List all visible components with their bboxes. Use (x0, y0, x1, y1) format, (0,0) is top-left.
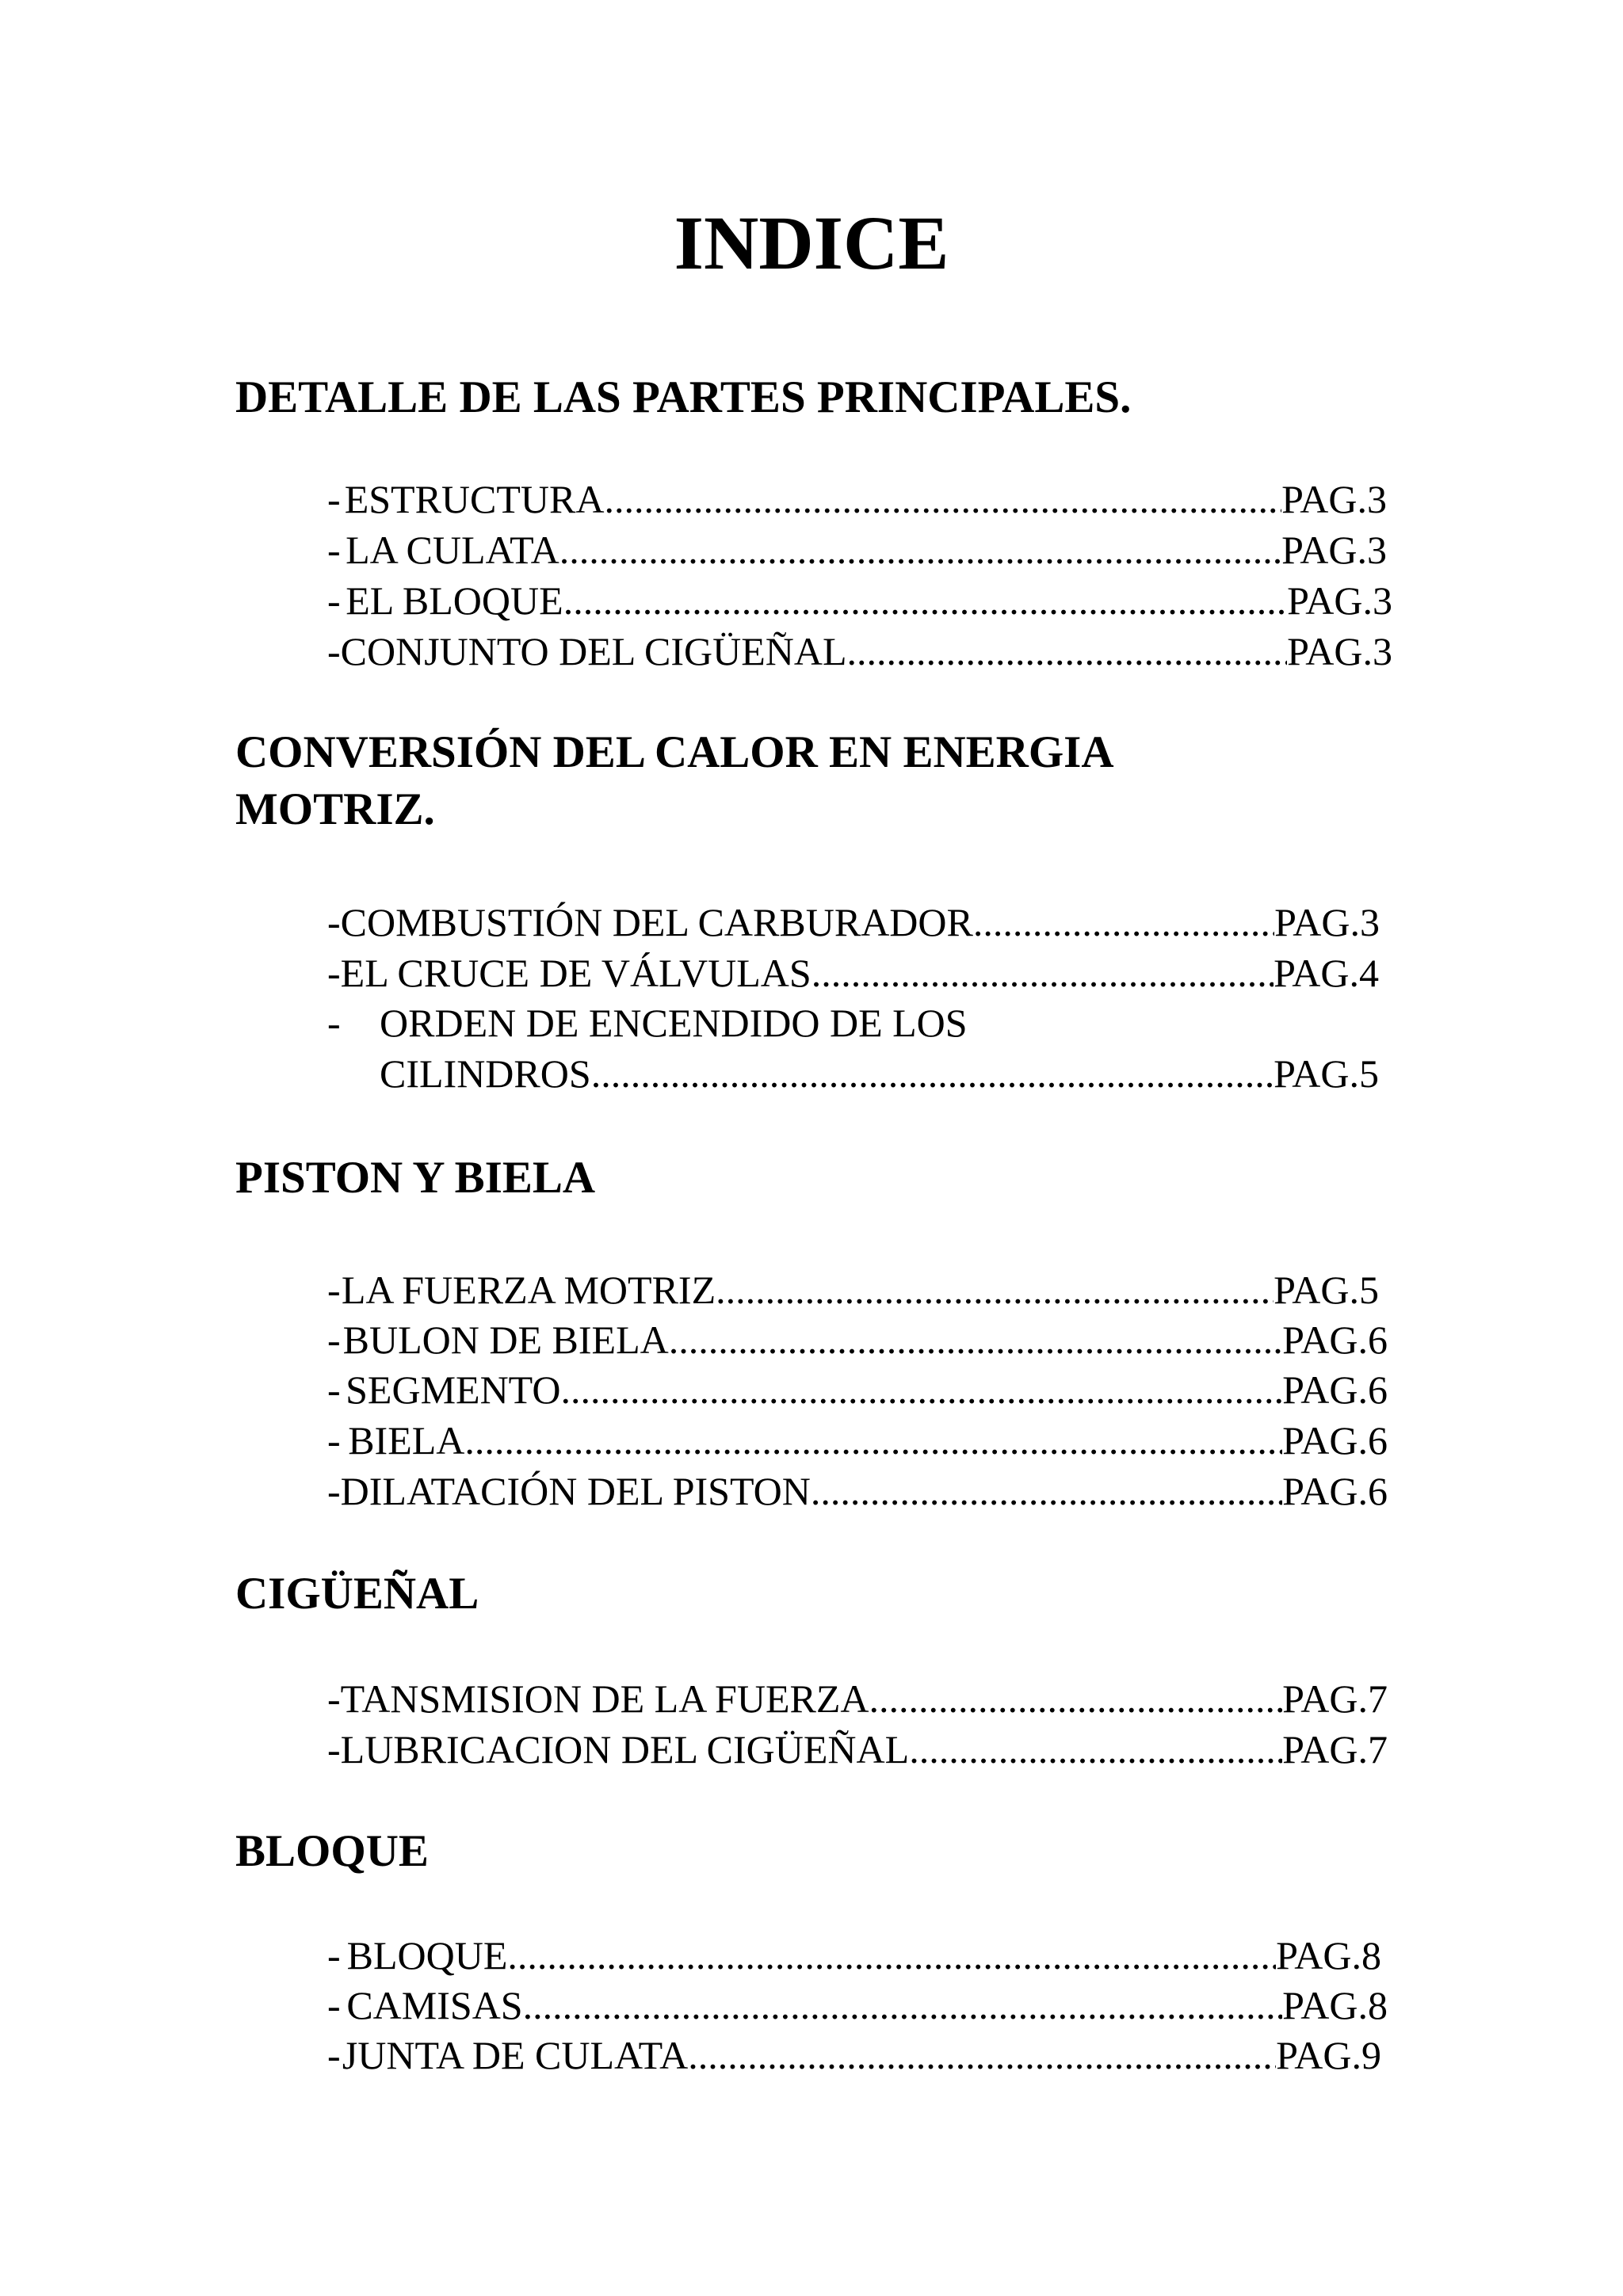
toc-entry-page: PAG.3 (1274, 900, 1380, 944)
toc-entry: - LUBRICACION DEL CIGÜEÑAL ..... PAG.7 (327, 1724, 1388, 1775)
toc-entry-page: PAG.3 (1287, 578, 1392, 623)
toc-entry-page: PAG.7 (1282, 1676, 1388, 1721)
dot-leader (507, 1930, 1276, 1981)
toc-entry: - JUNTA DE CULATA ..... PAG.9 (327, 2030, 1381, 2081)
toc-entry-page: PAG.4 (1274, 951, 1379, 995)
toc-entry-page: PAG.3 (1281, 528, 1387, 572)
toc-entry-label: BULON DE BIELA (342, 1318, 669, 1362)
dot-leader (847, 626, 1288, 677)
toc-entry-page: PAG.6 (1282, 1367, 1388, 1412)
section-heading: PISTON Y BIELA (235, 1153, 596, 1203)
toc-entry: - CONJUNTO DEL CIGÜEÑAL ..... PAG.3 (327, 626, 1392, 677)
toc-entry-label: ORDEN DE ENCENDIDO DE LOS (380, 1001, 968, 1045)
toc-entry: - EL BLOQUE ..... PAG.3 (327, 575, 1392, 626)
section-heading: CIGÜEÑAL (235, 1569, 479, 1619)
toc-entry-label: EL BLOQUE (346, 578, 563, 623)
toc-entry-page: PAG.8 (1276, 1933, 1381, 1978)
toc-entry-label: CONJUNTO DEL CIGÜEÑAL (340, 629, 847, 673)
dot-leader (563, 575, 1287, 626)
toc-entry-label: BIELA (348, 1418, 465, 1463)
dot-leader (669, 1314, 1282, 1365)
section-heading: CONVERSIÓN DEL CALOR EN ENERGIA (235, 727, 1114, 777)
toc-entry-page: PAG.5 (1274, 1268, 1379, 1312)
toc-entry: - TANSMISION DE LA FUERZA ..... PAG.7 (327, 1673, 1388, 1724)
dot-leader (559, 524, 1281, 575)
dot-leader (909, 1724, 1282, 1775)
toc-entry-page: PAG.5 (1274, 1051, 1379, 1096)
toc-entry: - SEGMENTO ..... PAG.6 (327, 1364, 1388, 1415)
toc-entry: - LA FUERZA MOTRIZ ..... PAG.5 (327, 1264, 1379, 1315)
toc-entry: - BLOQUE ..... PAG.8 (327, 1930, 1381, 1981)
toc-entry-label: COMBUSTIÓN DEL CARBURADOR (340, 900, 973, 944)
toc-entry-page: PAG.8 (1282, 1983, 1388, 2027)
toc-entry-page: PAG.3 (1281, 477, 1387, 521)
toc-entry-label: LA FUERZA MOTRIZ (341, 1268, 716, 1312)
dot-leader (812, 948, 1274, 998)
toc-entry-page: PAG.7 (1282, 1727, 1388, 1772)
toc-entry-label: CILINDROS (380, 1051, 591, 1096)
toc-entry-label: JUNTA DE CULATA (342, 2033, 689, 2077)
dot-leader (591, 1048, 1274, 1099)
toc-entry: - LA CULATA ..... PAG.3 (327, 524, 1387, 575)
dot-leader (523, 1980, 1282, 2031)
dot-leader (973, 897, 1274, 948)
toc-entry-page: PAG.3 (1287, 629, 1392, 673)
toc-entry-label: BLOQUE (346, 1933, 508, 1978)
toc-entry: - DILATACIÓN DEL PISTON ..... PAG.6 (327, 1466, 1388, 1516)
toc-entry-page: PAG.9 (1276, 2033, 1381, 2077)
toc-entry-page: PAG.6 (1282, 1469, 1388, 1513)
toc-entry-label: TANSMISION DE LA FUERZA (340, 1676, 869, 1721)
dot-leader (464, 1415, 1282, 1466)
toc-entry-label: LA CULATA (346, 528, 559, 572)
section-heading: BLOQUE (235, 1826, 429, 1876)
toc-entry-page: PAG.6 (1282, 1318, 1388, 1362)
toc-entry: - EL CRUCE DE VÁLVULAS ..... PAG.4 (327, 948, 1379, 998)
dot-leader (605, 474, 1282, 524)
dot-leader (716, 1264, 1274, 1315)
toc-entry-label: ESTRUCTURA (344, 477, 605, 521)
toc-entry: - COMBUSTIÓN DEL CARBURADOR ..... PAG.3 (327, 897, 1380, 948)
toc-entry-label: DILATACIÓN DEL PISTON (340, 1469, 811, 1513)
dot-leader (688, 2030, 1276, 2081)
toc-entry-label: CAMISAS (346, 1983, 523, 2027)
dot-leader (560, 1364, 1282, 1415)
toc-entry-label: SEGMENTO (346, 1367, 561, 1412)
toc-entry: - CAMISAS ..... PAG.8 (327, 1980, 1388, 2031)
toc-entry-label: EL CRUCE DE VÁLVULAS (340, 951, 812, 995)
toc-entry-label: LUBRICACION DEL CIGÜEÑAL (340, 1727, 910, 1772)
section-heading-continued: MOTRIZ. (235, 784, 435, 834)
page-title: INDICE (674, 200, 949, 285)
toc-entry-continued (380, 1048, 1379, 1099)
toc-entry: - BIELA ..... PAG.6 (327, 1415, 1388, 1466)
dot-leader (811, 1466, 1282, 1516)
section-heading: DETALLE DE LAS PARTES PRINCIPALES. (235, 372, 1132, 422)
dot-leader (869, 1673, 1283, 1724)
toc-entry-page: PAG.6 (1282, 1418, 1388, 1463)
toc-entry: - ESTRUCTURA ..... PAG.3 (327, 474, 1387, 524)
toc-entry: - BULON DE BIELA ..... PAG.6 (327, 1314, 1388, 1365)
toc-entry: - ORDEN DE ENCENDIDO DE LOS (327, 997, 1120, 1048)
